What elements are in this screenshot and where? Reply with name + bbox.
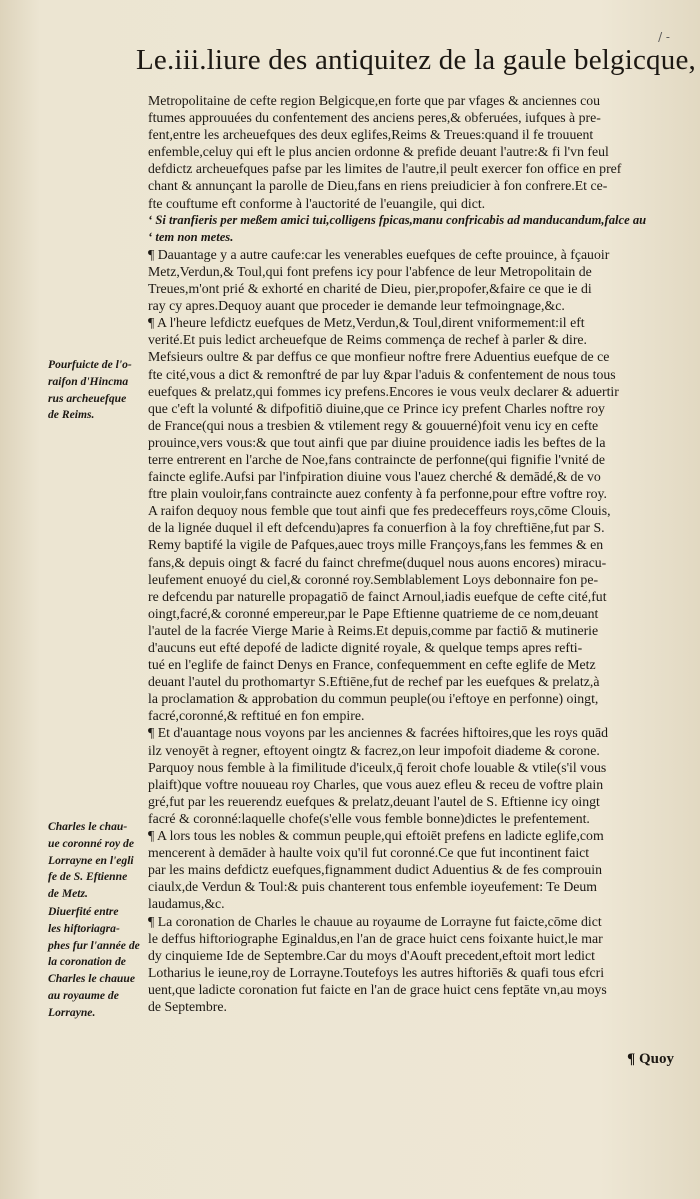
body-line: ftre plain vouloir,fans contraincte auez confenty à fa perfonne,pour eftre voftre roy.	[148, 486, 608, 502]
body-line: faincte eglife.Aufsi par l'infpiration diuine vous l'auez cherché & demādé,& de vo	[148, 469, 601, 485]
body-line: dy cinquieme Ide de Septembre.Car du moys d'Aouft precedent,eftoit mort ledict	[148, 947, 595, 963]
body-line: laudamus,&c.	[148, 896, 225, 912]
margin-note-line: Charles le chau-	[48, 820, 128, 833]
body-line: terre entrerent en l'arche de Noe,fans contraincte de perfonne(qui fignifie l'vnité de	[148, 451, 605, 467]
body-line: Metz,Verdun,& Toul,qui font prefens icy pour l'abfence de leur Metropolitain de	[148, 263, 592, 279]
body-line: ¶ Et d'auantage nous voyons par les anciennes & facrées hiftoires,que les roys quād	[148, 725, 609, 741]
body-line: leufement enuoyé du ciel,& coronné roy.Semblablement Loys debonnaire fon pe-	[148, 571, 599, 587]
body-line: ciaulx,de Verdun & Toul:& puis chanterent tous enfemble ioyeufement: Te Deum	[148, 879, 598, 895]
margin-note-line: ue coronné roy de	[48, 836, 134, 850]
body-line: re defcendu par naturelle propagatiō de fainct Arnoul,iadis euefque de cefte cité,fut	[148, 588, 607, 604]
body-line: facré & coronné:laquelle chofe(s'elle vous femble bonne)dictes le prefentement.	[148, 810, 590, 826]
body-line: facré,coronné,& reftitué en fon empire.	[148, 708, 365, 724]
margin-note-line: phes fur l'année de	[48, 938, 140, 952]
margin-note-line: fe de S. Eftienne	[48, 870, 128, 884]
body-line: Lotharius le ieune,roy de Lorrayne.Toutefoys les autres hiftoriēs & quafi tous efcri	[148, 964, 605, 980]
body-line: l'autel de la facrée Vierge Marie à Reims.Et depuis,comme par factiō & mutinerie	[148, 622, 599, 638]
margin-note-historians	[48, 904, 142, 1022]
body-line: fte couftume eft conforme à l'auctorité de l'euangile, qui dict.	[148, 195, 486, 211]
body-line: de France(qui nous a tresbien & vtilement regy & gouuerné)foit venu icy en cefte	[148, 417, 599, 433]
margin-note-line: les hiftoriagra-	[48, 921, 120, 935]
body-line: ‘ Si tranfieris per meßem amici tui,colligens fpicas,manu confricabis ad manducandum,falce au	[148, 212, 647, 227]
margin-note-line: la coronation de	[48, 955, 126, 969]
margin-note-line: Pourfuicte de l'o-	[48, 358, 132, 371]
body-text	[148, 92, 682, 1015]
body-line: Metropolitaine de cefte region Belgicque,en forte que par vfages & anciennes cou	[148, 93, 601, 108]
margin-note-hincmarus	[48, 357, 142, 424]
body-line: oingt,facré,& coronné empereur,par le Pape Eftienne quatrieme de ce nom,deuant	[148, 605, 599, 621]
margin-note-line: de Metz.	[48, 887, 88, 901]
margin-note-line: Charles le chauue	[48, 972, 135, 986]
body-line: A raifon dequoy nous femble que tout ainfi que fes predeceffeurs roys,cōme Clouis,	[148, 503, 611, 519]
body-line: mencerent à demāder à haulte voix qu'il fut coronné.Ce que fut incontinent faict	[148, 845, 590, 861]
body-line: tué en l'eglife de fainct Denys en France, confequemment en cefte eglife de Metz	[148, 657, 596, 673]
body-line: ilz venoyēt à regner, eftoyent oingtz & facrez,on leur impofoit diademe & corone.	[148, 742, 600, 758]
body-line: defdictz archeuefques pafse par les limites de l'autre,il peult exercer fon office en pref	[148, 161, 622, 177]
body-line: fte cité,vous a dict & remonftré de par luy &par l'aduis & confentement de nous tous	[148, 366, 616, 382]
body-line: fent,entre les archeuefques des deux eglifes,Reims & Treues:quand il fe trouuent	[148, 127, 594, 143]
body-line: Treues,m'ont prié & exhorté en charité de Dieu, pier,propofer,&faire ce que ie di	[148, 281, 592, 297]
margin-note-line: au royaume de	[48, 988, 119, 1002]
body-line: Remy baptifé la vigile de Pafques,auec troys mille Françoys,fans les femmes & en	[148, 537, 604, 553]
body-line: Mefsieurs oultre & par deffus ce que monfieur noftre frere Aduentius euefque de ce	[148, 349, 610, 365]
body-line: gré,fut par les reuerendz euefques & prelatz,deuant l'autel de S. Eftienne icy oingt	[148, 793, 600, 809]
corner-mark: / -	[658, 30, 670, 44]
body-line: ¶ A l'heure lefdictz euefques de Metz,Verdun,& Toul,dirent vniformement:il eft	[148, 315, 585, 331]
body-line: la proclamation & approbation du commun peuple(ou i'eftoye en perfonne) oingt,	[148, 691, 599, 707]
margin-note-line: rus archeuefque	[48, 391, 127, 405]
body-line: d'aucuns eut efté depofé de ladicte dignité royale, & quelque temps apres refti-	[148, 640, 583, 655]
margin-note-line: de Reims.	[48, 408, 95, 422]
margin-note-line: Diuerfité entre	[48, 905, 119, 918]
body-line: prouince,vers vous:& que tout ainfi que par diuine prouidence iadis les beftes de la	[148, 434, 606, 450]
body-line: ‘ tem non metes.	[148, 229, 234, 244]
margin-note-line: Lorrayne en l'egli	[48, 853, 134, 867]
body-line: le deffus hiftoriographe Eginaldus,en l'an de grace huict cens foixante huict,le mar	[148, 930, 603, 946]
body-line: verité.Et puis ledict archeuefque de Reims commença de rechef à parler & dire.	[148, 332, 587, 348]
body-line: ftumes approuuées du confentement des anciens peres,& obferuées, iufques à pre-	[148, 110, 601, 126]
margin-note-line: raifon d'Hincma	[48, 374, 129, 388]
catchword: ¶ Quoy	[627, 1051, 674, 1067]
body-line: deuant l'autel du prothomartyr S.Eftiēne,fut de rechef par les euefques & prelatz,à	[148, 674, 600, 690]
body-line: ray cy apres.Dequoy auant que proceder ie demande leur tefmoingnage,&c.	[148, 298, 565, 314]
body-line: uent,que ladicte coronation fut faicte en l'an de grace huict cens feptāte vn,au moys	[148, 981, 607, 997]
body-line: ¶ A lors tous les nobles & commun peuple,qui eftoiēt prefens en ladicte eglife,com	[148, 828, 604, 844]
body-line: fans,& depuis oingt & facré du fainct chrefme(duquel nous auons encores) miracu-	[148, 554, 607, 570]
body-line: euefques & prelatz,qui fommes icy prefens.Encores ie vous veulx declarer & aduertir	[148, 383, 619, 399]
margin-note-line: Lorrayne.	[48, 1005, 96, 1019]
body-line: ¶ La coronation de Charles le chauue au royaume de Lorrayne fut faicte,cōme dict	[148, 913, 602, 929]
body-line: de la lignée duquel il eft defcendu)apres fa conuerfion à la foy chreftiēne,fut par S.	[148, 520, 605, 536]
body-line: ¶ Dauantage y a autre caufe:car les venerables euefques de cefte prouince, à fçauoir	[148, 246, 610, 262]
body-line: chant & annunçant la parolle de Dieu,fans en riens preiudicier à fon confrere.Et ce-	[148, 178, 608, 194]
body-line: enfemble,celuy qui eft le plus ancien ordonne & prefide deuant l'autre:& fi l'vn feul	[148, 144, 609, 160]
margin-note-coronation	[48, 819, 142, 903]
body-line: par les mains defdictz euefques,fignamment dudict Aduentius & de fes comprouin	[148, 862, 603, 878]
body-line: plaift)que voftre nouueau roy Charles, que vous auez efleu & receu de voftre plain	[148, 776, 604, 792]
body-line: que c'eft la volunté & difpofitiō diuine,que ce Prince icy prefent Charles noftre roy	[148, 400, 605, 416]
body-line: Parquoy nous femble à la fimilitude d'iceulx,q̄ feroit chofe louable & vtile(s'il vous	[148, 759, 607, 775]
body-line: de Septembre.	[148, 998, 227, 1014]
running-head: Le.iii.liure des antiquitez de la gaule belgicque,	[136, 44, 696, 76]
